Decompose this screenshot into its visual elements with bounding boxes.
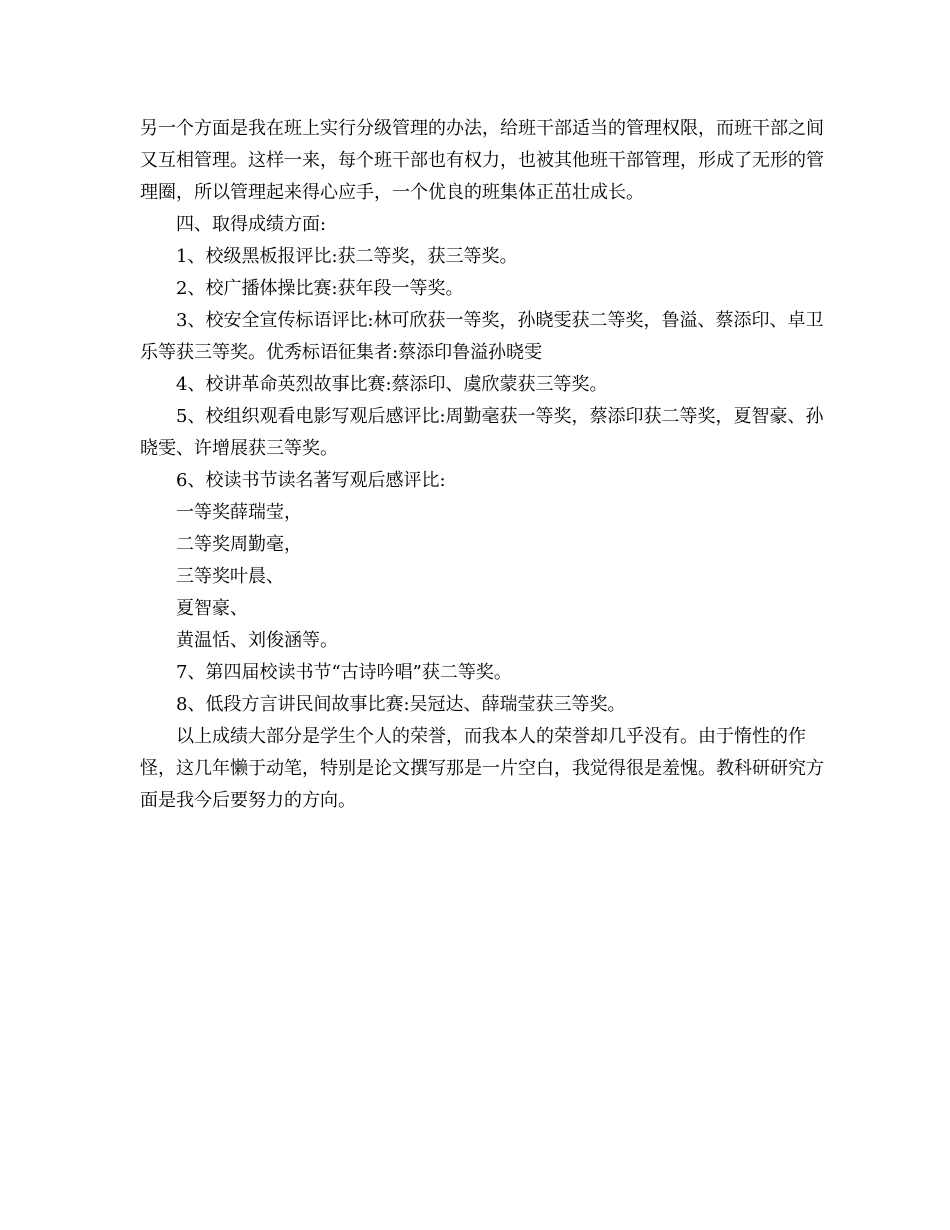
list-item-movie-review: 5、校组织观看电影写观后感评比:周勤毫获一等奖，蔡添印获二等奖，夏智豪、孙晓雯、许增展获三等奖。 — [140, 406, 824, 459]
list-item-reading-festival: 6、校读书节读名著写观后感评比: — [176, 470, 446, 491]
award-line-second: 二等奖周勤毫， — [176, 534, 302, 555]
list-item-slogan: 3、校安全宣传标语评比:林可欣获一等奖，孙晓雯获二等奖，鲁溢、蔡添印、卓卫乐等获三等奖。优秀标语征集者:蔡添印鲁溢孙晓雯 — [140, 310, 824, 363]
section-heading-achievements: 四、取得成绩方面: — [176, 214, 327, 235]
list-item-dialect-story: 8、低段方言讲民间故事比赛:吴冠达、薛瑞莹获三等奖。 — [176, 694, 626, 715]
list-item-poetry: 7、第四届校读书节“古诗吟唱”获二等奖。 — [176, 662, 512, 683]
document-body — [140, 113, 825, 817]
award-line-third-cont-2: 黄温恬、刘俊涵等。 — [176, 630, 338, 651]
list-item-exercise: 2、校广播体操比赛:获年段一等奖。 — [176, 278, 464, 299]
list-item-story-contest: 4、校讲革命英烈故事比赛:蔡添印、虞欣蒙获三等奖。 — [176, 374, 608, 395]
paragraph-reflection: 以上成绩大部分是学生个人的荣誉，而我本人的荣誉却几乎没有。由于惰性的作怪，这几年懒于动笔，特别是论文撰写那是一片空白，我觉得很是羞愧。教科研研究方面是我今后要努力的方向。 — [140, 726, 824, 811]
paragraph-management: 另一个方面是我在班上实行分级管理的办法，给班干部适当的管理权限，而班干部之间又互相管理。这样一来，每个班干部也有权力，也被其他班干部管理，形成了无形的管理圈，所以管理起来得心应手，一个优良的班集体正茁壮成长。 — [140, 118, 824, 203]
award-line-third-cont-1: 夏智豪、 — [176, 598, 248, 619]
award-line-first: 一等奖薛瑞莹， — [176, 502, 302, 523]
award-line-third: 三等奖叶晨、 — [176, 566, 284, 587]
list-item-blackboard: 1、校级黑板报评比:获二等奖，获三等奖。 — [176, 246, 518, 267]
